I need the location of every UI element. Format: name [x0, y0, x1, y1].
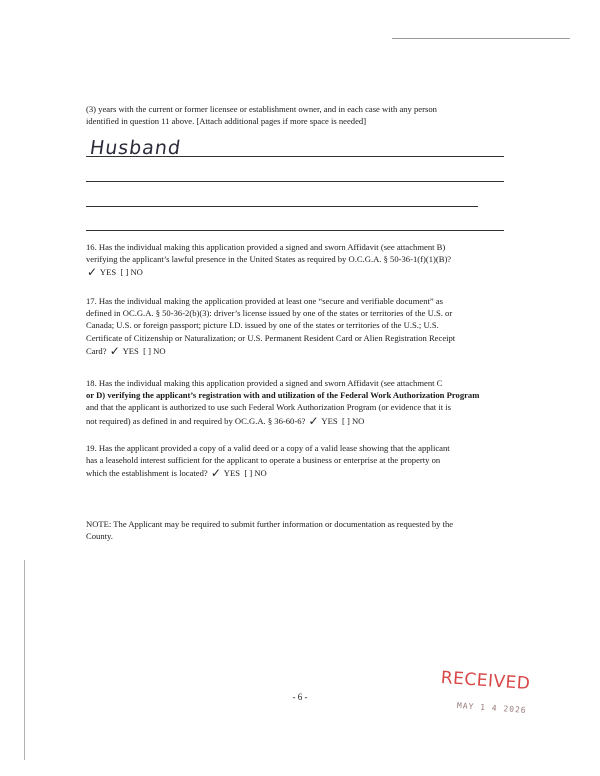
q18-line-1: 18. Has the individual making this application provided a signed and sworn Affidavit (see attachment C: [86, 378, 443, 388]
q16-line-2: verifying the applicant’s lawful presence in the United States as required by O.C.G.A. § 50-36-1(f)(1)(B)?: [86, 254, 452, 265]
answer-line-4[interactable]: [86, 230, 504, 231]
received-stamp: [439, 668, 562, 717]
q17-line-4: Certificate of Citizenship or Naturalization; or U.S. Permanent Resident Card or Alien Registration Receipt: [86, 332, 456, 343]
check-mark-icon[interactable]: ✓: [109, 343, 120, 358]
q16-answer: [86, 265, 506, 278]
q19-line-3: [86, 466, 506, 479]
margin-line: [24, 560, 25, 760]
note-line-1: NOTE: The Applicant may be required to submit further information or documentation as requested by the: [86, 519, 454, 529]
q11-line-2: identified in question 11 above. [Attach additional pages if more space is needed]: [86, 116, 367, 127]
answer-line-2[interactable]: [86, 181, 504, 182]
q17-line-1: 17. Has the individual making the application provided at least one “secure and verifiable document” as: [86, 296, 443, 306]
q18-yes-label: YES: [321, 415, 338, 426]
q17-line-3: Canada; U.S. or foreign passport; picture I.D. issued by one of the states or territories of the U.S.; U.S.: [86, 320, 439, 331]
check-mark-icon[interactable]: ✓: [308, 413, 319, 428]
q18-line-4: [86, 414, 506, 427]
q11-line-1: (3) years with the current or former licensee or establishment owner, and in each case with any person: [86, 104, 437, 114]
q18-no-option[interactable]: [ ] NO: [341, 415, 365, 426]
q19-location-label: which the establishment is located?: [86, 468, 208, 479]
q18-line-2: or D) verifying the applicant’s registration with and utilization of the Federal Work Authorization Program: [86, 390, 480, 401]
q17-no-option[interactable]: [ ] NO: [143, 345, 166, 356]
q18-reference: not required) as defined in and required by OC.G.A. § 36-60-6?: [86, 415, 306, 426]
q19-line-1: 19. Has the applicant provided a copy of a valid deed or a copy of a valid lease showing that the applicant: [86, 443, 450, 453]
page-number: - 6 -: [292, 692, 308, 702]
question-17: [86, 295, 506, 357]
q18-line-3: and that the applicant is authorized to use such Federal Work Authorization Program (or evidence that it is: [86, 402, 451, 413]
stamp-received-text: RECEIVED: [440, 667, 531, 695]
check-mark-icon[interactable]: ✓: [210, 466, 221, 481]
q19-line-2: has a leasehold interest sufficient for the applicant to operate a business or enterprise at the property on: [86, 455, 441, 466]
q17-card-label: Card?: [86, 345, 107, 356]
answer-line-1[interactable]: [86, 156, 504, 157]
q16-no-option[interactable]: [ ] NO: [120, 267, 143, 278]
question-16: [86, 241, 506, 279]
check-mark-icon[interactable]: ✓: [87, 265, 98, 280]
q17-line-5: [86, 344, 506, 357]
question-18: [86, 377, 506, 427]
note: [86, 518, 506, 542]
q16-line-1: 16. Has the individual making this application provided a signed and sworn Affidavit (see attachment B): [86, 242, 446, 252]
q19-no-option[interactable]: [ ] NO: [244, 468, 267, 479]
question-11-continuation: [86, 103, 506, 127]
q17-yes-label: YES: [122, 345, 139, 356]
q16-yes-label: YES: [99, 267, 117, 278]
q19-yes-label: YES: [223, 468, 241, 479]
q17-line-2: defined in OC.G.A. § 50-36-2(b)(3): driver’s license issued by one of the states or territories of the U.S. or: [86, 308, 453, 319]
answer-line-3[interactable]: [86, 206, 478, 207]
stamp-date: MAY 1 4 2026: [456, 701, 527, 715]
question-19: [86, 442, 506, 480]
note-line-2: County.: [86, 531, 113, 542]
header-rule: [392, 38, 570, 39]
handwritten-answer: Husband: [88, 137, 183, 159]
